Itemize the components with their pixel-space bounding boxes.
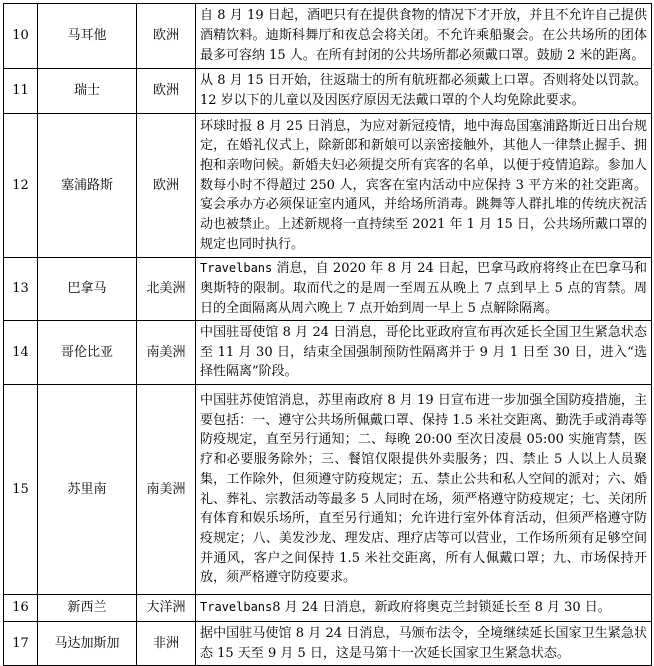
measure-description: 据中国驻马使馆 8 月 24 日消息，马颁布法令，全境继续延长国家卫生紧急状态 15 天至 9 月 5 日，这是马第十一次延长国家卫生紧急状态。 [196, 622, 652, 666]
table-row [4, 385, 652, 595]
row-number: 15 [4, 385, 38, 595]
measure-description: 自 8 月 19 日起，酒吧只有在提供食物的情况下才开放，并且不允许自己提供酒精饮料。迪斯科舞厅和夜总会将关闭。不允许乘船聚会。在公共场所的团体最多可容纳 15 人。在所有封闭的公共场所都必须戴口罩。鼓励 2 米的距离。 [196, 4, 652, 69]
measure-description: 中国驻哥使馆 8 月 24 日消息，哥伦比亚政府宣布再次延长全国卫生紧急状态至 11 月 30 日，结束全国强制预防性隔离并于 9 月 1 日至 30 日，进入“选择性隔离”阶段。 [196, 321, 652, 385]
measure-text: 8 月 24 日消息，新政府将奥克兰封锁延长至 8 月 30 日。 [272, 600, 611, 616]
region-name: 欧洲 [137, 4, 196, 69]
region-name: 南美洲 [137, 321, 196, 385]
source-name: Travelbans [200, 600, 273, 615]
table-row [4, 321, 652, 385]
row-number: 14 [4, 321, 38, 385]
measure-description [196, 595, 652, 622]
country-name: 苏里南 [38, 385, 137, 595]
country-name: 巴拿马 [38, 258, 137, 321]
table-row [4, 258, 652, 321]
measure-text: 消息，自 2020 年 8 月 24 日起，巴拿马政府将终止在巴拿马和奥斯特的限制。取而代之的是周一至周五从晚上 7 点到早上 5 点的宵禁。周日的全面隔离从周六晚上 7 点开始到周一早上 5 点解除隔离。 [200, 261, 647, 316]
source-name: Travelbans [200, 261, 273, 276]
measure-description: 中国驻苏使馆消息，苏里南政府 8 月 19 日宣布进一步加强全国防疫措施，主要包括：一、遵守公共场所佩戴口罩、保持 1.5 米社交距离、勤洗手或消毒等防疫规定，直至另行通知；二、每晚 20:00 至次日凌晨 05:00 实施宵禁，医疗和必要服务除外；三、餐馆仅限提供外卖服务；四、禁止 5 人以上人员聚集，工作除外，但须遵守防疫规定；五、禁止公共和私人空间的派对；六、婚礼、葬礼、宗教活动等最多 5 人同时在场，须严格遵守防疫规定；七、关闭所有体育和娱乐场所，直至另行通知；允许进行室外体育活动，但须严格遵守防疫规定；八、美发沙龙、理发店、理疗店等可以营业，工作场所须有足够空间并通风，客户之间保持 1.5 米社交距离，所有人佩戴口罩；九、市场保持开放，须严格遵守防疫要求。 [196, 385, 652, 595]
country-name: 马耳他 [38, 4, 137, 69]
row-number: 17 [4, 622, 38, 666]
country-name: 哥伦比亚 [38, 321, 137, 385]
row-number: 10 [4, 4, 38, 69]
table-row [4, 622, 652, 666]
country-name: 新西兰 [38, 595, 137, 622]
measure-description [196, 258, 652, 321]
region-name: 非洲 [137, 622, 196, 666]
measure-description: 从 8 月 15 日开始，往返瑞士的所有航班都必须戴上口罩。否则将处以罚款。12 岁以下的儿童以及因医疗原因无法戴口罩的个人均免除此要求。 [196, 69, 652, 114]
region-name: 南美洲 [137, 385, 196, 595]
table-row [4, 114, 652, 258]
row-number: 12 [4, 114, 38, 258]
country-name: 瑞士 [38, 69, 137, 114]
table-row [4, 4, 652, 69]
region-name: 欧洲 [137, 114, 196, 258]
region-name: 大洋洲 [137, 595, 196, 622]
country-name: 塞浦路斯 [38, 114, 137, 258]
table-row [4, 595, 652, 622]
table-row [4, 69, 652, 114]
measure-description: 环球时报 8 月 25 日消息，为应对新冠疫情，地中海岛国塞浦路斯近日出台规定，在婚礼仪式上，除新郎和新娘可以亲密接触外，其他人一律禁止握手、拥抱和亲吻问候。新婚夫妇必须提交所有宾客的名单，以便于疫情追踪。参加人数每小时不得超过 250 人，宾客在室内活动中应保持 3 平方米的社交距离。宴会承办方必须保证室内通风，并给场所消毒。跳舞等人群扎堆的传统庆祝活动也被禁止。上述新规将一直持续至 2021 年 1 月 15 日，公共场所戴口罩的规定也同时执行。 [196, 114, 652, 258]
region-name: 欧洲 [137, 69, 196, 114]
row-number: 11 [4, 69, 38, 114]
country-measures-table [3, 3, 652, 666]
country-name: 马达加斯加 [38, 622, 137, 666]
region-name: 北美洲 [137, 258, 196, 321]
row-number: 16 [4, 595, 38, 622]
row-number: 13 [4, 258, 38, 321]
